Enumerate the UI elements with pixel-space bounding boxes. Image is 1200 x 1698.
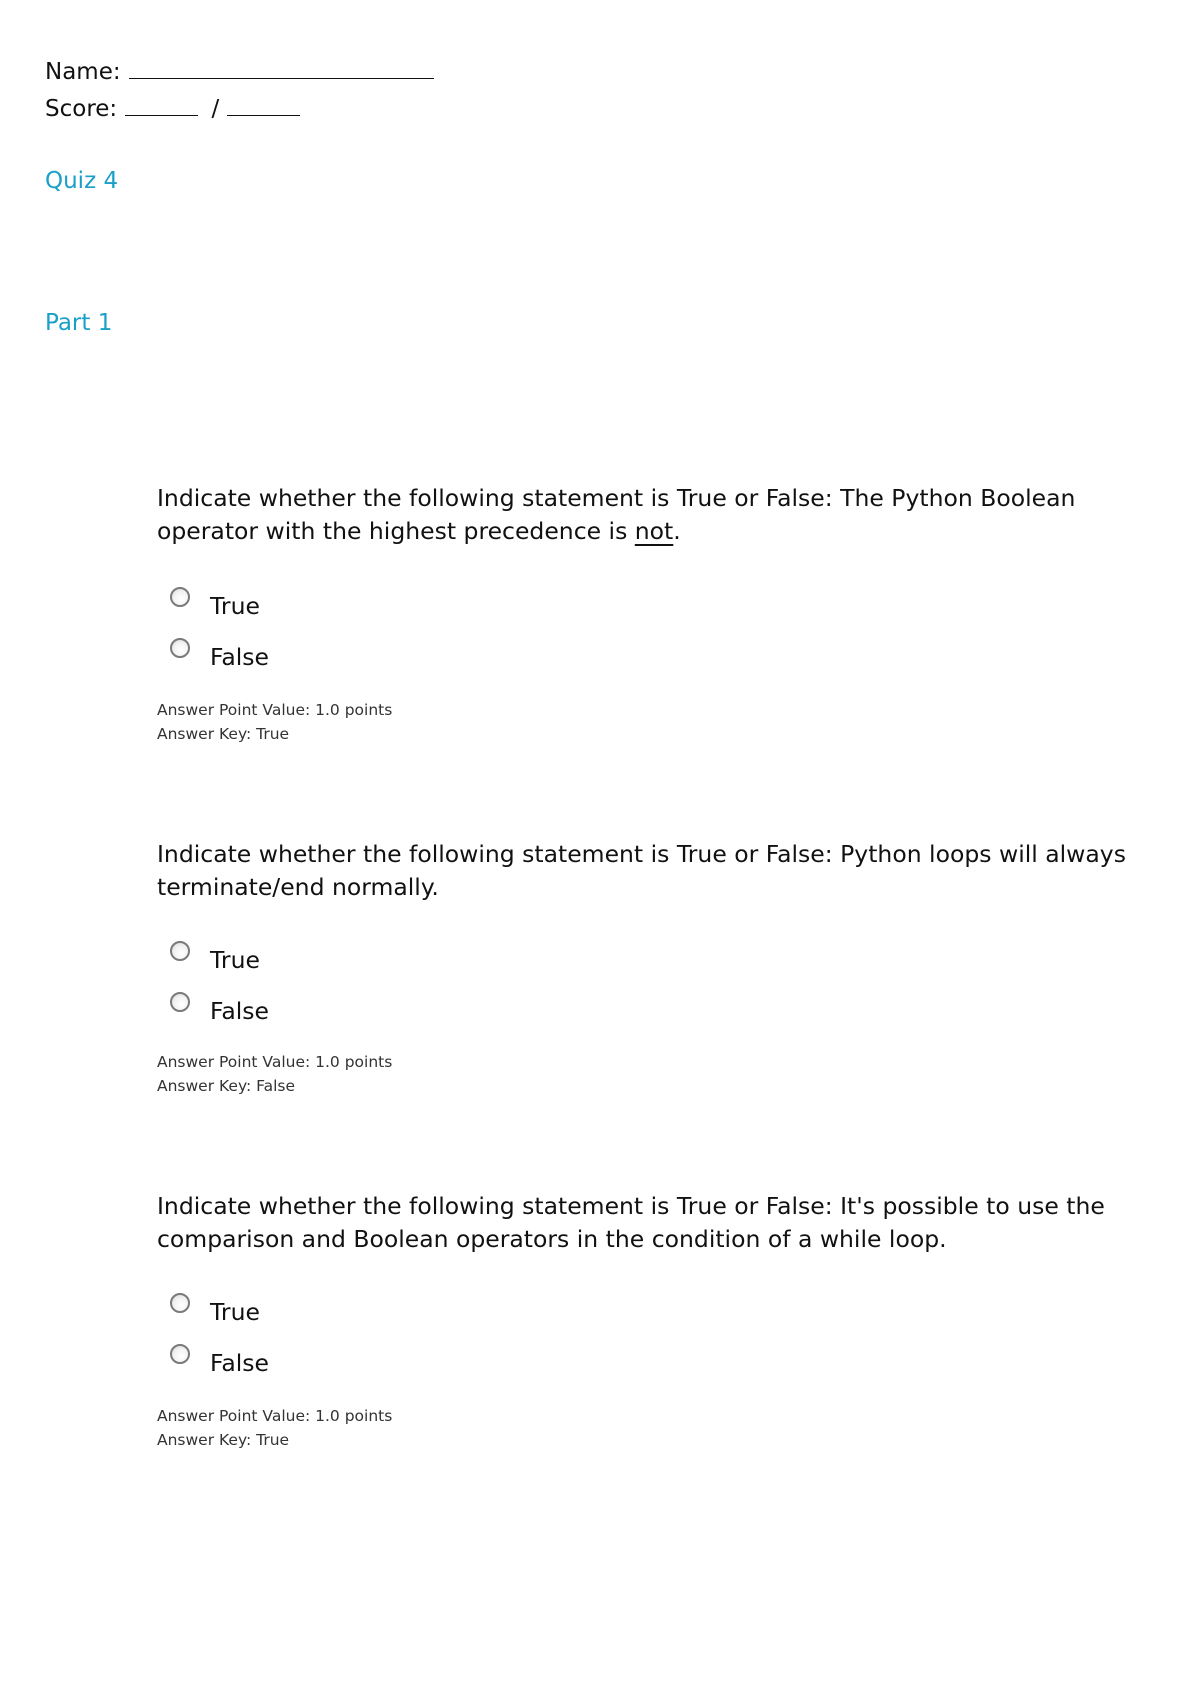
- question-1-text: Indicate whether the following statement is True or False: The Python Boolean operator with the highest precedence is not.: [157, 484, 1076, 545]
- radio-button[interactable]: [170, 638, 190, 658]
- question-2-answer-key: Answer Key: False: [157, 1077, 296, 1095]
- option-label: True: [210, 945, 260, 974]
- score-total-blank: [227, 93, 300, 116]
- radio-button[interactable]: [170, 1344, 190, 1364]
- question-3: [157, 1190, 1157, 1452]
- option-label: True: [210, 591, 260, 620]
- question-3-option-true[interactable]: [170, 1282, 1157, 1333]
- score-label: Score:: [45, 96, 118, 122]
- option-label: False: [210, 1348, 269, 1377]
- radio-button[interactable]: [170, 992, 190, 1012]
- question-3-answer-key: Answer Key: True: [157, 1431, 290, 1449]
- name-label: Name:: [45, 59, 121, 85]
- question-2-option-true[interactable]: [170, 930, 1157, 981]
- question-2: [157, 838, 1157, 1098]
- question-1-answer-key: Answer Key: True: [157, 725, 290, 743]
- question-2-option-false[interactable]: [170, 981, 1157, 1032]
- question-2-point-value: Answer Point Value: 1.0 points: [157, 1053, 393, 1071]
- question-1-option-false[interactable]: [170, 627, 1157, 678]
- radio-button[interactable]: [170, 1293, 190, 1313]
- question-1-option-true[interactable]: [170, 576, 1157, 627]
- question-1: [157, 482, 1157, 746]
- question-2-text: Indicate whether the following statement is True or False: Python loops will always terminate/end normally.: [157, 840, 1126, 901]
- question-1-keyword: not: [634, 517, 674, 545]
- name-line: [45, 56, 434, 87]
- quiz-title: Quiz 4: [45, 168, 119, 194]
- score-blank: [125, 93, 198, 116]
- radio-button[interactable]: [170, 941, 190, 961]
- option-label: False: [210, 642, 269, 671]
- option-label: False: [210, 996, 269, 1025]
- question-3-option-false[interactable]: [170, 1333, 1157, 1384]
- radio-button[interactable]: [170, 587, 190, 607]
- score-separator: /: [211, 96, 220, 122]
- question-3-point-value: Answer Point Value: 1.0 points: [157, 1407, 393, 1425]
- name-blank: [129, 56, 434, 79]
- question-1-point-value: Answer Point Value: 1.0 points: [157, 701, 393, 719]
- score-line: [45, 93, 300, 124]
- option-label: True: [210, 1297, 260, 1326]
- question-3-text: Indicate whether the following statement is True or False: It's possible to use the comparison and Boolean operators in the condition of a while loop.: [157, 1192, 1105, 1253]
- part-title: Part 1: [45, 310, 113, 336]
